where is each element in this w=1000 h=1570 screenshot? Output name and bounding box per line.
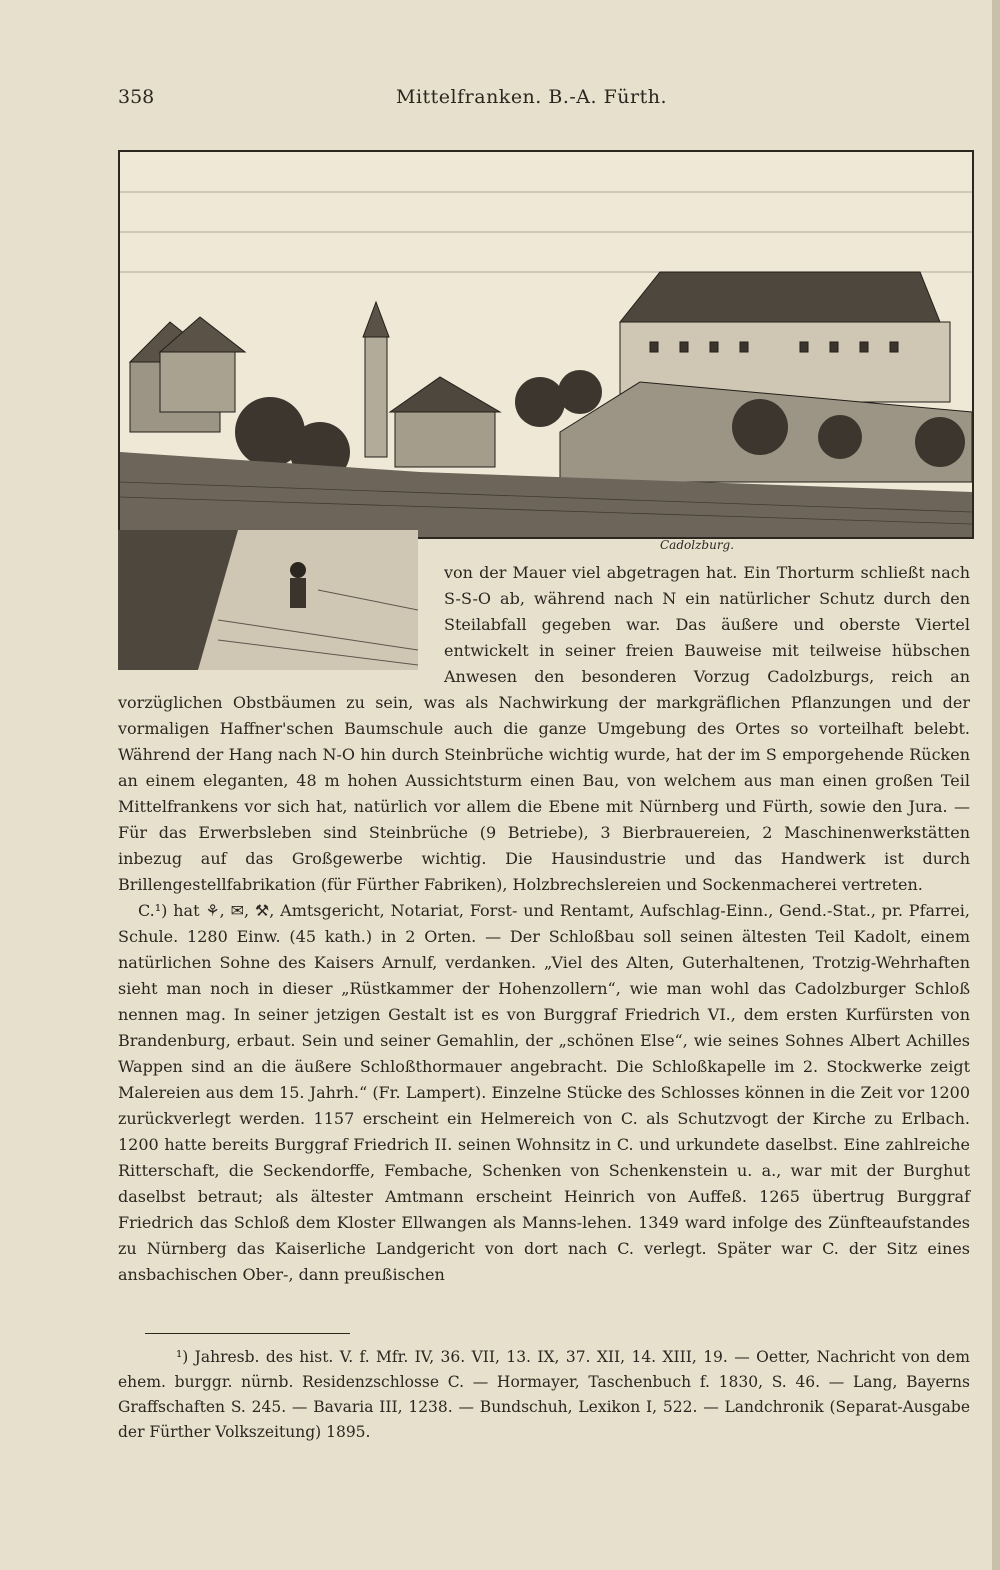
footnote-text: Jahresb. des hist. V. f. Mfr. IV, 36. VII, 13. IX, 37. XII, 14. XIII, 19. — Oetter, Nachricht von dem ehem. burggr. nürnb. Residenzschlosse C. — Hormayer, Taschenbuch f. 1830, S. 46. — Lang, Bayerns Graffschaften S. 245. — Bavaria III, 1238. — Bundschuh, Lexikon I, 522. — Landchronik (Separat-Ausgabe der Fürther Volkszeitung) 1895. <box>118 1348 970 1441</box>
page-header <box>118 86 968 116</box>
page-edge <box>992 0 1000 1570</box>
footnote-rule <box>145 1333 350 1334</box>
cadolzburg-engraving <box>118 150 974 539</box>
footnote-marker: ¹) <box>176 1348 189 1366</box>
footnote <box>118 1345 970 1445</box>
illustration-float-spacer <box>118 560 444 690</box>
illustration-caption: Cadolzburg. <box>660 538 735 552</box>
body-paragraph-2: C.¹) hat ⚘, ✉, ⚒, Amtsgericht, Notariat, Forst- und Rentamt, Aufschlag-Einn., Gend.-Stat., pr. Pfarrei, Schule. 1280 Einw. (45 kath.) in 2 Orten. — Der Schloßbau soll seinen ältesten Teil Kadolt, einem natürlichen Sohne des Kaisers Arnulf, verdanken. „Viel des Alten, Guterhaltenen, Trotzig-Wehrhaften sieht man noch in dieser „Rüstkammer der Hohenzollern“, wie man wohl das Cadolzburger Schloß nennen mag. In seiner jetzigen Gestalt ist es von Burggraf Friedrich VI., dem ersten Kurfürsten von Brandenburg, erbaut. Sein und seiner Gemahlin, der „schönen Else“, wie seines Sohnes Albert Achilles Wappen sind an die äußere Schloßthormauer angebracht. Die Schloßkapelle im 2. Stockwerke zeigt Malereien aus dem 15. Jahrh.“ (Fr. Lampert). Einzelne Stücke des Schlosses können in die Zeit vor 1200 zurückverlegt werden. 1157 erscheint ein Helmereich von C. als Schutzvogt der Kirche zu Erlbach. 1200 hatte bereits Burggraf Friedrich II. seinen Wohnsitz in C. und urkundete daselbst. Eine zahlreiche Ritterschaft, die Seckendorffe, Fembache, Schenken von Schenkenstein u. a., war mit der Burghut daselbst betraut; als ältester Amtmann erscheint Heinrich von Auffeß. 1265 übertrug Burggraf Friedrich das Schloß dem Kloster Ellwangen als Manns-lehen. 1349 ward infolge des Zünfteaufstandes zu Nürnberg das Kaiserliche Landgericht von dort nach C. verlegt. Später war C. der Sitz eines ansbachischen Ober-, dann preußischen <box>118 901 970 1284</box>
page-number: 358 <box>118 86 155 108</box>
body-paragraph-1: von der Mauer viel abgetragen hat. Ein Thorturm schließt nach S-S-O ab, während nach N ein natürlicher Schutz durch den Steilabfall gegeben war. Das äußere und oberste Viertel entwickelt in seiner freien Bauweise mit teilweise hübschen Anwesen den besonderen Vorzug Cadolzburgs, reich an vorzüglichen Obstbäumen zu sein, was als Nachwirkung der markgräflichen Pflanzungen und der vormaligen Haffner'schen Baumschule auch die ganze Umgebung des Ortes so vorteilhaft belebt. Während der Hang nach N-O hin durch Steinbrüche wichtig wurde, hat der im S emporgehende Rücken an einem eleganten, 48 m hohen Aussichtsturm einen Bau, von welchem aus man einen großen Teil Mittelfrankens vor sich hat, natürlich vor allem die Ebene mit Nürnberg und Fürth, sowie den Jura. — Für das Erwerbsleben sind Steinbrüche (9 Betriebe), 3 Bierbrauereien, 2 Maschinenwerkstätten inbezug auf das Großgewerbe wichtig. Die Hausindustrie und das Handwerk ist durch Brillengestellfabrikation (für Fürther Fabriken), Holzbrechslereien und Sockenmacherei vertreten. <box>118 563 970 894</box>
running-title: Mittelfranken. B.-A. Fürth. <box>396 86 668 108</box>
body-text <box>118 560 970 1288</box>
